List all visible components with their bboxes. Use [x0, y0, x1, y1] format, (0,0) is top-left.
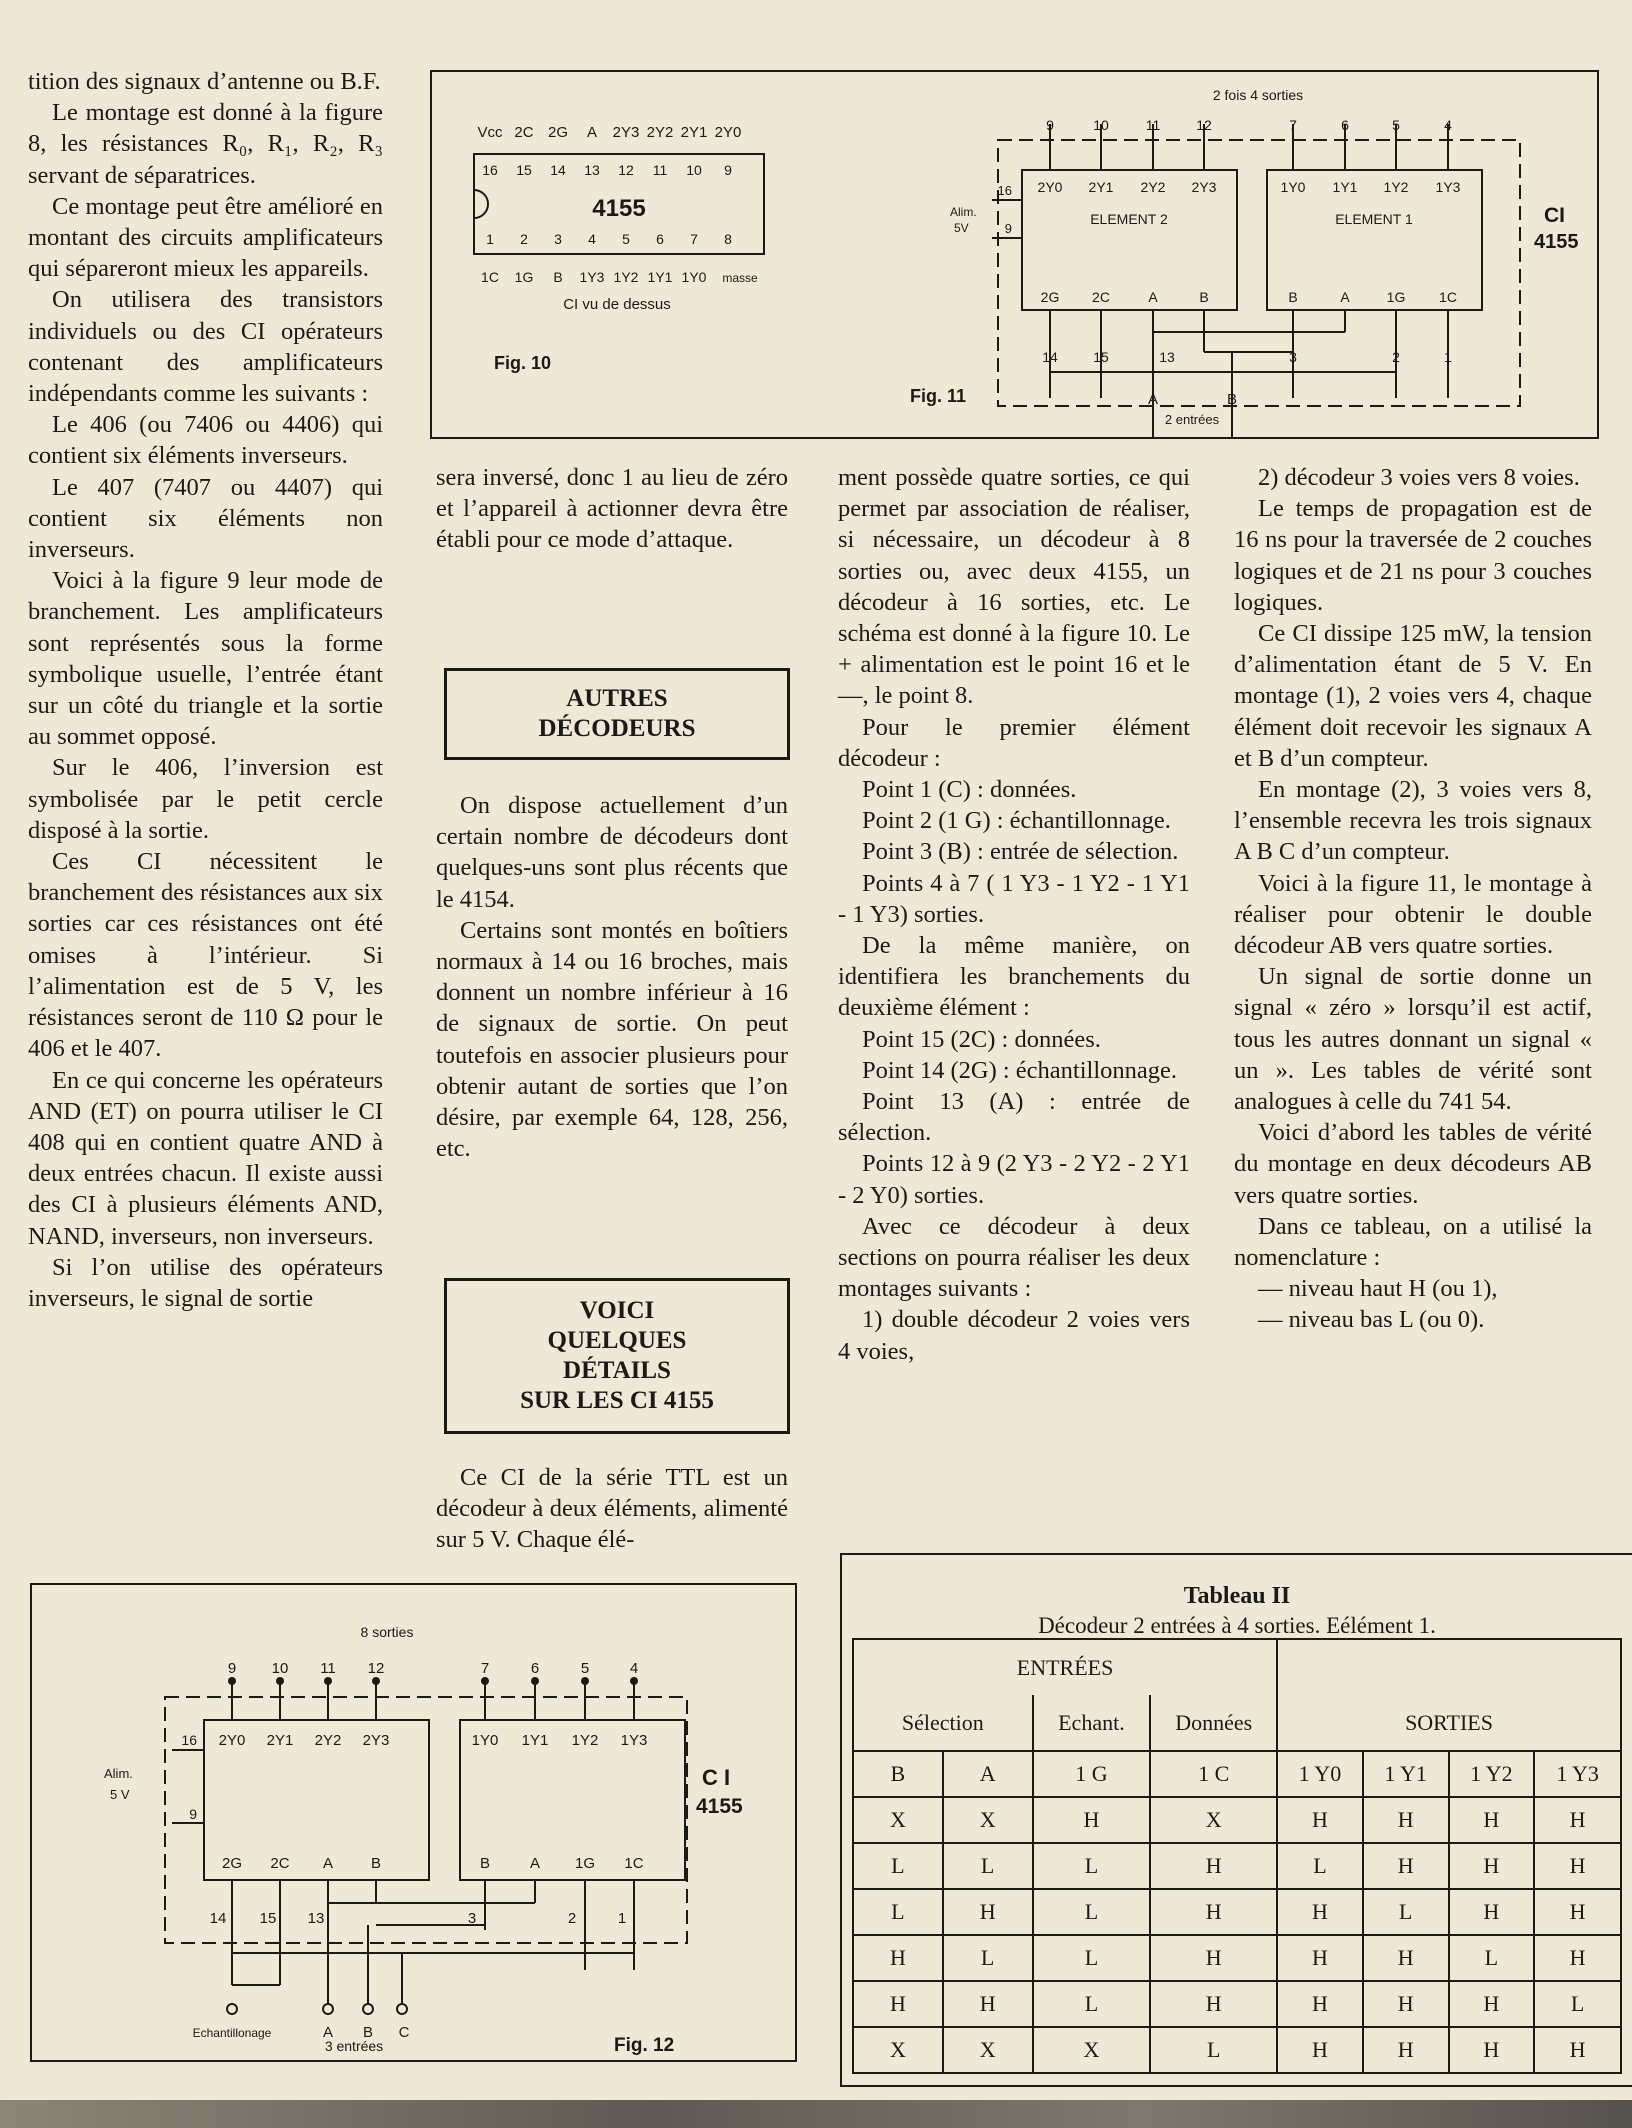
fig11-pin-number: 2 [1392, 349, 1400, 365]
fig10-pin-number: 16 [482, 162, 498, 178]
section-title-ci-4155 [444, 1278, 790, 1434]
fig10-pin-number: 5 [622, 231, 630, 247]
fig11-pin-label: 1Y1 [1332, 179, 1358, 195]
paragraph: Certains sont montés en boîtiers normaux à 14 ou 16 broches, mais donnent un nombre inférieur à 16 de signaux de sortie. On peut toutefois en associer plusieurs pour obtenir autant de sorties que l’on désire, par exemple 64, 128, 256, etc. [436, 916, 788, 1163]
fig11-pin-label: 2C [1092, 289, 1110, 305]
fig12-pin-label: A [529, 1855, 541, 1872]
fig12-pin-label: 2Y1 [266, 1732, 294, 1749]
fig11-pin-number: 9 [1046, 117, 1054, 133]
fig11-pin-number: 3 [1289, 349, 1297, 365]
fig11-pin-label: 2Y0 [1037, 179, 1063, 195]
fig11-alim-pin: 16 [997, 183, 1012, 198]
paragraph: Points 12 à 9 (2 Y3 - 2 Y2 - 2 Y1 - 2 Y0) sorties. [838, 1150, 1190, 1209]
column-header: 1 G [1033, 1751, 1151, 1797]
fig10-pin-name: 2Y3 [612, 124, 640, 141]
fig12-pin-number: 11 [320, 1660, 336, 1677]
paragraph: On dispose actuellement d’un certain nombre de décodeurs dont quelques-uns sont plus récents que le 4154. [436, 792, 788, 913]
table-cell: L [1277, 1843, 1363, 1889]
fig10-pin-number: 8 [724, 231, 732, 247]
column-header: 1 Y2 [1449, 1751, 1535, 1797]
table-cell: X [1033, 2027, 1151, 2073]
paragraph: Point 14 (2G) : échantillonnage. [862, 1056, 1178, 1084]
column-3 [838, 462, 1190, 1367]
table-cell: H [1150, 1889, 1277, 1935]
fig12-pin-label: 1C [624, 1855, 644, 1872]
paragraph: Point 3 (B) : entrée de sélection. [862, 838, 1179, 866]
table-cell: H [1277, 1889, 1363, 1935]
paragraph: Voici d’abord les tables de vérité du montage en deux décodeurs AB vers quatre sorties. [1234, 1119, 1592, 1209]
chip-notch [474, 190, 488, 218]
fig12-input: Echantillonage [192, 2026, 272, 2040]
fig11-pin-number: 11 [1145, 117, 1161, 133]
fig12-pin-label: 2Y3 [362, 1732, 390, 1749]
fig10-pin-number: 6 [656, 231, 664, 247]
table-cell: L [1449, 1935, 1535, 1981]
fig12-pin-label: B [479, 1855, 491, 1872]
paragraph: Point 2 (1 G) : échantillonnage. [862, 807, 1171, 835]
heading-line: SUR LES CI 4155 [520, 1387, 714, 1414]
fig11-pin-number: 6 [1341, 117, 1349, 133]
fig11-pin-label: A [1148, 289, 1158, 305]
fig10-pin-name: 1Y3 [579, 269, 605, 285]
fig10-pin-name: Vcc [477, 124, 503, 141]
fig10-pin-name: A [586, 124, 598, 141]
fig10-pin-name: B [553, 269, 563, 285]
section-title-autres-decodeurs [444, 668, 790, 760]
fig12-pin-label: B [370, 1855, 382, 1872]
fig11-pin-number: 15 [1093, 349, 1109, 365]
fig11-alim: Alim. [950, 205, 977, 219]
fig12-pin-number: 4 [629, 1660, 639, 1677]
fig11-ci: 4155 [1534, 231, 1579, 253]
fig11-alim: 5V [954, 221, 969, 235]
header-selection: Sélection [853, 1695, 1033, 1751]
paragraph: Voici à la figure 11, le montage à réaliser pour obtenir le double décodeur AB vers quatre sorties. [1234, 869, 1592, 960]
paragraph: Ce CI de la série TTL est un décodeur à deux éléments, alimenté sur 5 V. Chaque élé- [436, 1464, 788, 1554]
table-cell: H [1534, 1797, 1621, 1843]
paragraph: Points 4 à 7 ( 1 Y3 - 1 Y2 - 1 Y1 - 1 Y3) sorties. [838, 869, 1190, 928]
table-cell: H [1033, 1797, 1151, 1843]
table-cell: H [1449, 1889, 1535, 1935]
fig12-top-caption: 8 sorties [360, 1624, 414, 1640]
fig12-texts [104, 1624, 743, 2056]
table-cell: L [1033, 1889, 1151, 1935]
fig11-pin-label: B [1288, 289, 1298, 305]
fig12-pin-label: 1G [574, 1855, 596, 1872]
figure-10-11-frame [430, 70, 1599, 439]
paragraph: Ces CI nécessitent le branchement des résistances aux six sorties car ces résistances ont été omises à l’intérieur. Si l’alimentation est de 5 V, les résistances seront de 110 Ω pour le 406 et le 407. [28, 848, 383, 1063]
table-2-frame [840, 1553, 1632, 2087]
fig11-pin-number: 1 [1444, 349, 1452, 365]
paragraph: sera inversé, donc 1 au lieu de zéro et l’appareil à actionner devra être établi pour ce mode d’attaque. [436, 464, 788, 554]
paragraph: — niveau haut H (ou 1), [1258, 1275, 1498, 1303]
fig12-pin-label: 2G [221, 1855, 243, 1872]
fig10-pin-name: 1C [481, 269, 499, 285]
table-cell: H [1277, 2027, 1363, 2073]
table-cell: L [1033, 1935, 1151, 1981]
table-cell: H [1534, 1889, 1621, 1935]
paragraph: Le temps de propagation est de 16 ns pour la traversée de 2 couches logiques et de 21 ns pour 3 couches logiques. [1234, 495, 1592, 616]
fig10-pin-number: 4 [588, 231, 596, 247]
fig12-pin-number: 13 [307, 1910, 325, 1927]
table-cell: H [1150, 1935, 1277, 1981]
fig12-input: C [398, 2024, 410, 2041]
figure-12-diagram [32, 1585, 795, 2060]
fig10-texts [477, 124, 758, 373]
fig12-pin-label: 1Y3 [620, 1732, 648, 1749]
paragraph: Le montage est donné à la figure 8, les résistances R₀, R₁, R₂, R₃ servant de séparatrices. [28, 99, 383, 189]
fig12-pin-number: 10 [271, 1660, 289, 1677]
fig10-pin-number: 12 [618, 162, 634, 178]
fig10-caption: CI vu de dessus [563, 296, 671, 313]
fig10-pin-name: 2Y2 [646, 124, 674, 141]
paragraph: Ce CI dissipe 125 mW, la tension d’alimentation étant de 5 V. En montage (1), 2 voies vers 4, chaque élément doit recevoir les signaux A et B d’un compteur. [1234, 620, 1592, 772]
fig11-pin-label: A [1340, 289, 1350, 305]
heading-line: VOICI [579, 1297, 655, 1324]
column-2-section-1 [436, 790, 788, 1164]
fig11-pin-label: 1C [1439, 289, 1457, 305]
truth-table [852, 1638, 1622, 2074]
paragraph: Sur le 406, l’inversion est symbolisée par le petit cercle disposé à la sortie. [28, 754, 383, 844]
table-cell: H [1363, 1935, 1449, 1981]
fig11-pin-label: 2G [1040, 289, 1060, 305]
column-header: 1 Y0 [1277, 1751, 1363, 1797]
fig11-pin-number: 13 [1159, 349, 1175, 365]
table-subtitle: Décodeur 2 entrées à 4 sorties. Eélément 1. [1038, 1613, 1436, 1638]
column-1 [28, 66, 383, 1314]
fig11-label: Fig. 11 [910, 386, 967, 406]
table-cell: L [1033, 1981, 1151, 2027]
paragraph: En montage (2), 3 voies vers 8, l’ensemble recevra les trois signaux A B C d’un compteur. [1234, 776, 1592, 866]
fig12-alim-pin: 9 [189, 1806, 197, 1822]
paragraph: Dans ce tableau, on a utilisé la nomenclature : [1234, 1212, 1592, 1272]
table-cell: H [943, 1889, 1033, 1935]
fig12-pin-label: 2C [270, 1855, 290, 1872]
fig10-pin-name: 2C [514, 124, 534, 141]
table-cell: L [1150, 2027, 1277, 2073]
fig11-pin-label: 1Y3 [1435, 179, 1461, 195]
paragraph: ment possède quatre sorties, ce qui permet par association de réaliser, si nécessaire, un décodeur à 8 sorties ou, avec deux 4155, un décodeur à 16 sorties, etc. Le schéma est donné à la figure 10. Le + alimentation est le point 16 et le —, le point 8. [838, 464, 1190, 710]
table-cell: X [853, 1797, 943, 1843]
table-cell: H [1534, 1935, 1621, 1981]
fig11-alim-pin: 9 [1004, 221, 1012, 236]
table-cell: L [1033, 1843, 1151, 1889]
fig12-input-caption: 3 entrées [324, 2038, 384, 2054]
table-row [853, 2027, 1621, 2073]
paragraph: 2) décodeur 3 voies vers 8 voies. [1258, 464, 1580, 491]
column-2-section-2 [436, 1462, 788, 1556]
table-row [853, 1981, 1621, 2027]
table-cell: H [1449, 1797, 1535, 1843]
table-row [853, 1889, 1621, 1935]
heading-line: AUTRES [566, 685, 668, 712]
table-cell: H [1534, 1843, 1621, 1889]
fig10-pin-number: 15 [516, 162, 532, 178]
fig11-pin-label: 2Y2 [1140, 179, 1166, 195]
column-header: B [853, 1751, 943, 1797]
fig12-alim: 5 V [110, 1787, 130, 1802]
fig10-label: Fig. 10 [494, 353, 552, 373]
table-cell: L [853, 1889, 943, 1935]
fig11-pin-number: 7 [1289, 117, 1297, 133]
table-row [853, 1843, 1621, 1889]
fig10-pin-name: 1Y2 [613, 269, 639, 285]
paragraph: Point 13 (A) : entrée de sélection. [838, 1088, 1190, 1147]
fig12-pin-number: 7 [480, 1660, 490, 1677]
fig12-pin-label: 1Y2 [571, 1732, 599, 1749]
fig11-pin-number: 5 [1392, 117, 1400, 133]
table-header-row [853, 1751, 1621, 1797]
fig10-pin-name: masse [722, 271, 758, 285]
fig11-pin-label: 1Y2 [1383, 179, 1409, 195]
fig10-pin-number: 2 [520, 231, 528, 247]
fig10-pin-number: 10 [686, 162, 702, 178]
paragraph: Voici à la figure 9 leur mode de branchement. Les amplificateurs sont représentés sous la forme symbolique usuelle, l’entrée étant sur un côté du triangle et la sortie au sommet opposé. [28, 567, 383, 751]
figure-10-11-diagram [432, 72, 1597, 437]
table-cell: H [1363, 2027, 1449, 2073]
fig12-pin-label: 2Y2 [314, 1732, 342, 1749]
fig12-input: A [322, 2024, 334, 2041]
fig10-pin-number: 14 [550, 162, 566, 178]
fig12-pin-number: 15 [259, 1910, 277, 1927]
fig10-pin-name: 1Y1 [647, 269, 673, 285]
table-cell: H [853, 1981, 943, 2027]
fig10-pin-number: 7 [690, 231, 698, 247]
fig10-pin-number: 11 [652, 162, 668, 178]
paragraph: 1) double décodeur 2 voies vers 4 voies, [838, 1306, 1190, 1365]
column-header: A [943, 1751, 1033, 1797]
table-cell: H [1150, 1843, 1277, 1889]
fig10-pin-number: 1 [486, 231, 494, 247]
fig12-pin-label: 1Y1 [521, 1732, 549, 1749]
column-4 [1234, 462, 1592, 1336]
fig12-pin-number: 12 [367, 1660, 385, 1677]
table-cell: H [1277, 1981, 1363, 2027]
paragraph: Le 406 (ou 7406 ou 4406) qui contient six éléments inverseurs. [28, 411, 383, 470]
table-cell: L [1534, 1981, 1621, 2027]
fig11-pin-number: 10 [1093, 117, 1109, 133]
fig11-top-caption: 2 fois 4 sorties [1212, 87, 1304, 103]
fig12-pin-number: 1 [617, 1910, 627, 1927]
paragraph: Un signal de sortie donne un signal « zéro » lorsqu’il est actif, tous les autres donnant un signal « un ». Les tables de vérité sont analogues à celle du 741 54. [1234, 963, 1592, 1116]
table-title: Tableau II [1183, 1583, 1291, 1609]
fig10-pin-name: 2Y0 [714, 124, 742, 141]
fig12-pin-number: 2 [567, 1910, 577, 1927]
table-row [853, 1797, 1621, 1843]
fig11-element-2: ELEMENT 2 [1090, 211, 1168, 227]
paragraph: Le 407 (7407 ou 4407) qui contient six éléments non inverseurs. [28, 473, 383, 564]
fig11-pin-label: 1G [1386, 289, 1406, 305]
fig12-pin-number: 3 [467, 1910, 477, 1927]
fig10-pin-name: 1G [514, 269, 534, 285]
figure-12-frame [30, 1583, 797, 2062]
header-donnees: Données [1150, 1695, 1277, 1751]
header-echant: Echant. [1033, 1695, 1151, 1751]
heading-line: DÉTAILS [563, 1357, 671, 1384]
table-cell: H [1449, 1843, 1535, 1889]
paragraph: De la même manière, on identifiera les branchements du deuxième élément : [838, 932, 1190, 1022]
table-cell: H [1363, 1843, 1449, 1889]
fig12-pin-label: 2Y0 [218, 1732, 246, 1749]
table-cell: L [943, 1935, 1033, 1981]
table-cell: H [1449, 1981, 1535, 2027]
fig10-pin-name: 2G [547, 124, 569, 141]
fig12-input: B [362, 2024, 374, 2041]
fig12-alim-pin: 16 [181, 1732, 197, 1748]
paragraph: En ce qui concerne les opérateurs AND (ET) on pourra utiliser le CI 408 qui en contient quatre AND à deux entrées chacun. Il existe aussi des CI à plusieurs éléments AND, NAND, inverseurs, non inverseurs. [28, 1066, 383, 1250]
fig11-input-caption: 2 entrées [1164, 412, 1220, 427]
table-cell: H [943, 1981, 1033, 2027]
table-cell: H [1277, 1935, 1363, 1981]
fig12-pin-label: 1Y0 [471, 1732, 499, 1749]
fig11-input: A [1147, 391, 1159, 408]
fig10-pin-number: 13 [584, 162, 600, 178]
fig10-pin-name: 1Y0 [681, 269, 707, 285]
table-cell: H [1150, 1981, 1277, 2027]
fig11-pin-label: 2Y3 [1191, 179, 1217, 195]
paragraph: tition des signaux d’antenne ou B.F. [28, 68, 381, 95]
fig10-pin-number: 9 [724, 162, 732, 178]
column-header: 1 C [1150, 1751, 1277, 1797]
fig12-ci: 4155 [696, 1795, 743, 1818]
paragraph: Point 1 (C) : données. [862, 776, 1077, 804]
table-row [853, 1935, 1621, 1981]
fig12-pin-number: 5 [580, 1660, 590, 1677]
header-entrees: ENTRÉES [853, 1639, 1277, 1695]
fig12-pin-label: A [322, 1855, 334, 1872]
paragraph: — niveau bas L (ou 0). [1258, 1306, 1485, 1334]
fig11-pin-label: B [1199, 289, 1209, 305]
fig11-ci: CI [1544, 204, 1565, 227]
fig10-chip-name: 4155 [592, 195, 646, 222]
scan-bottom-edge [0, 2100, 1632, 2128]
fig11-input: B [1226, 391, 1238, 408]
fig11-pin-label: 2Y1 [1088, 179, 1114, 195]
table-cell: H [1534, 2027, 1621, 2073]
table-cell: L [943, 1843, 1033, 1889]
fig12-pin-number: 14 [209, 1910, 227, 1927]
column-2 [436, 462, 788, 556]
paragraph: Si l’on utilise des opérateurs inverseurs, le signal de sortie [28, 1253, 383, 1312]
paragraph: Ce montage peut être amélioré en montant des circuits amplificateurs qui sépareront mieux les appareils. [28, 192, 383, 283]
table-cell: L [853, 1843, 943, 1889]
table-cell: H [1277, 1797, 1363, 1843]
table-cell: H [853, 1935, 943, 1981]
fig11-pin-number: 14 [1042, 349, 1058, 365]
header-sorties: SORTIES [1277, 1695, 1621, 1751]
fig10-pin-name: 2Y1 [680, 124, 708, 141]
paragraph: On utilisera des transistors individuels ou des CI opérateurs contenant des amplificateurs indépendants comme les suivants : [28, 286, 383, 408]
paragraph: Pour le premier élément décodeur : [838, 713, 1190, 772]
column-header: 1 Y3 [1534, 1751, 1621, 1797]
fig11-pin-label: 1Y0 [1280, 179, 1306, 195]
fig12-ci: C I [702, 1765, 731, 1790]
heading-line: DÉCODEURS [538, 715, 696, 742]
fig10-pin-number: 3 [554, 231, 562, 247]
fig11-texts [910, 87, 1579, 427]
paragraph: Point 15 (2C) : données. [862, 1025, 1101, 1053]
table-cell: X [943, 2027, 1033, 2073]
fig12-label: Fig. 12 [614, 2035, 675, 2056]
column-header: 1 Y1 [1363, 1751, 1449, 1797]
fig11-pin-number: 4 [1444, 117, 1452, 133]
paragraph: Avec ce décodeur à deux sections on pourra réaliser les deux montages suivants : [838, 1212, 1190, 1303]
table-cell: H [1449, 2027, 1535, 2073]
table-cell: X [943, 1797, 1033, 1843]
table-cell: H [1363, 1981, 1449, 2027]
header-sorties-top [1277, 1639, 1621, 1695]
fig11-element-1: ELEMENT 1 [1335, 211, 1413, 227]
fig11-pin-number: 12 [1196, 117, 1212, 133]
table-cell: X [1150, 1797, 1277, 1843]
table-cell: H [1363, 1797, 1449, 1843]
fig12-pin-number: 6 [530, 1660, 540, 1677]
fig12-pin-number: 9 [227, 1660, 237, 1677]
table-cell: X [853, 2027, 943, 2073]
table-cell: L [1363, 1889, 1449, 1935]
heading-line: QUELQUES [547, 1327, 687, 1354]
fig12-alim: Alim. [104, 1766, 133, 1781]
